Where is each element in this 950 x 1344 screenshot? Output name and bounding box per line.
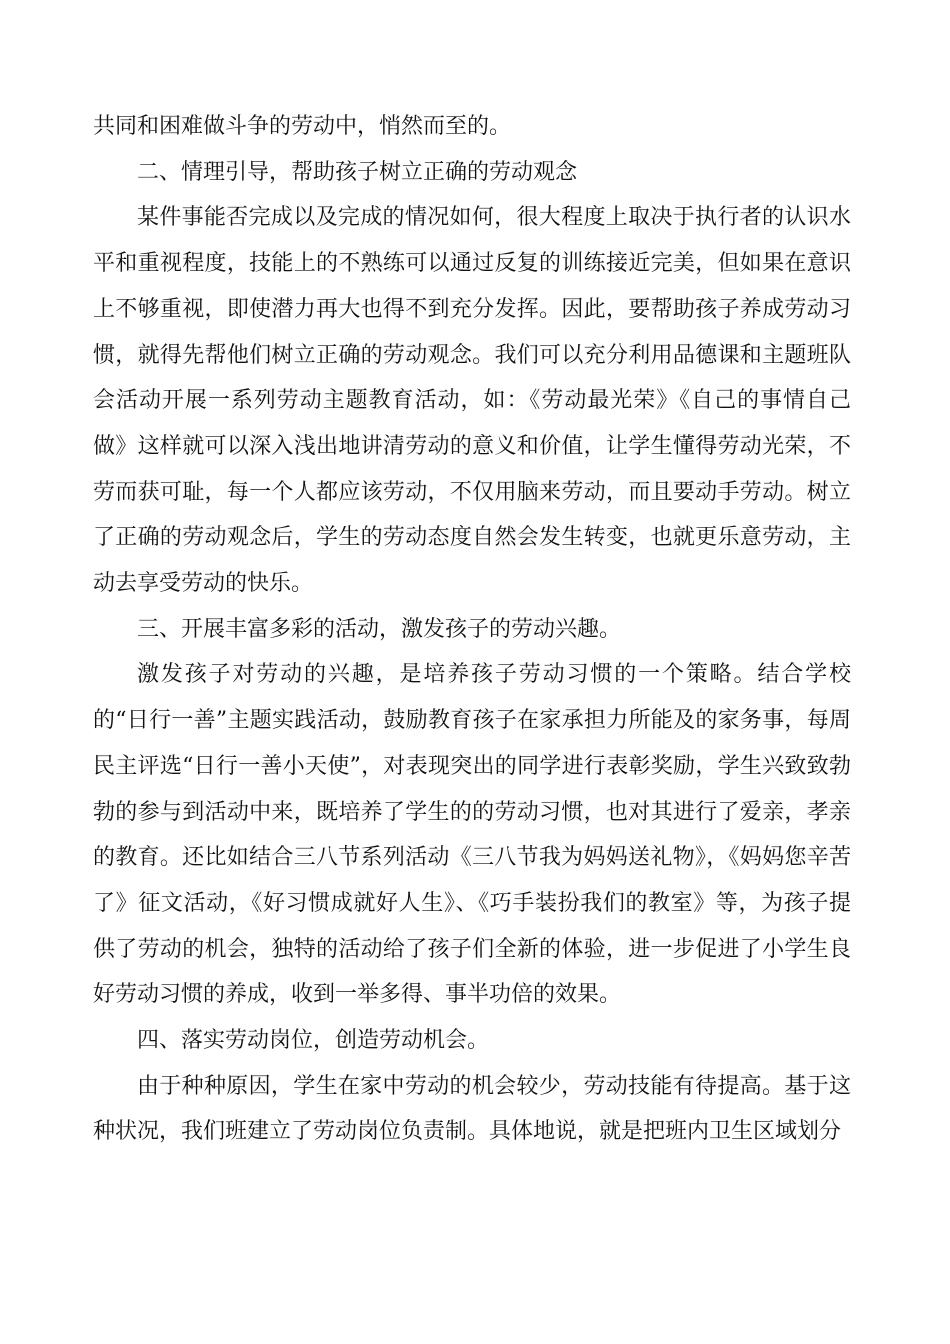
- paragraph-labor-interest: 激发孩子对劳动的兴趣，是培养孩子劳动习惯的一个策略。结合学校的“日行一善”主题实践活动，鼓励教育孩子在家承担力所能及的家务事，每周民主评选“日行一善小天使”，对表现突出的同学进行表彰奖励，学生兴致致勃勃的参与到活动中来，既培养了学生的的劳动习惯，也对其进行了爱亲，孝亲的教育。还比如结合三八节系列活动《三八节我为妈妈送礼物》，《妈妈您辛苦了》征文活动，《好习惯成就好人生》、《巧手装扮我们的教室》等，为孩子提供了劳动的机会，独特的活动给了孩子们全新的体验，进一步促进了小学生良好劳动习惯的养成，收到一举多得、事半功倍的效果。: [93, 662, 851, 1008]
- section-heading-2: 二、情理引导，帮助孩子树立正确的劳动观念: [137, 159, 578, 185]
- paragraph-labor-concept: 某件事能否完成以及完成的情况如何，很大程度上取决于执行者的认识水平和重视程度，技能上的不熟练可以通过反复的训练接近完美，但如果在意识上不够重视，即使潜力再大也得不到充分发挥。因此，要帮助孩子养成劳动习惯，就得先帮他们树立正确的劳动观念。我们可以充分利用品德课和主题班队会活动开展一系列劳动主题教育活动，如：《劳动最光荣》《自己的事情自己做》这样就可以深入浅出地讲清劳动的意义和价值，让学生懂得劳动光荣，不劳而获可耻，每一个人都应该劳动，不仅用脑来劳动，而且要动手劳动。树立了正确的劳动观念后，学生的劳动态度自然会发生转变，也就更乐意劳动，主动去享受劳动的快乐。: [93, 205, 851, 597]
- document-page: [93, 104, 851, 1155]
- paragraph-labor-posts: 由于种种原因，学生在家中劳动的机会较少，劳动技能有待提高。基于这种状况，我们班建立了劳动岗位负责制。具体地说，就是把班内卫生区域划分: [93, 1073, 851, 1145]
- section-heading-3: 三、开展丰富多彩的活动，激发孩子的劳动兴趣。: [137, 616, 622, 642]
- section-heading-4: 四、落实劳动岗位，创造劳动机会。: [137, 1028, 490, 1054]
- paragraph-continuation: 共同和困难做斗争的劳动中，悄然而至的。: [93, 114, 512, 139]
